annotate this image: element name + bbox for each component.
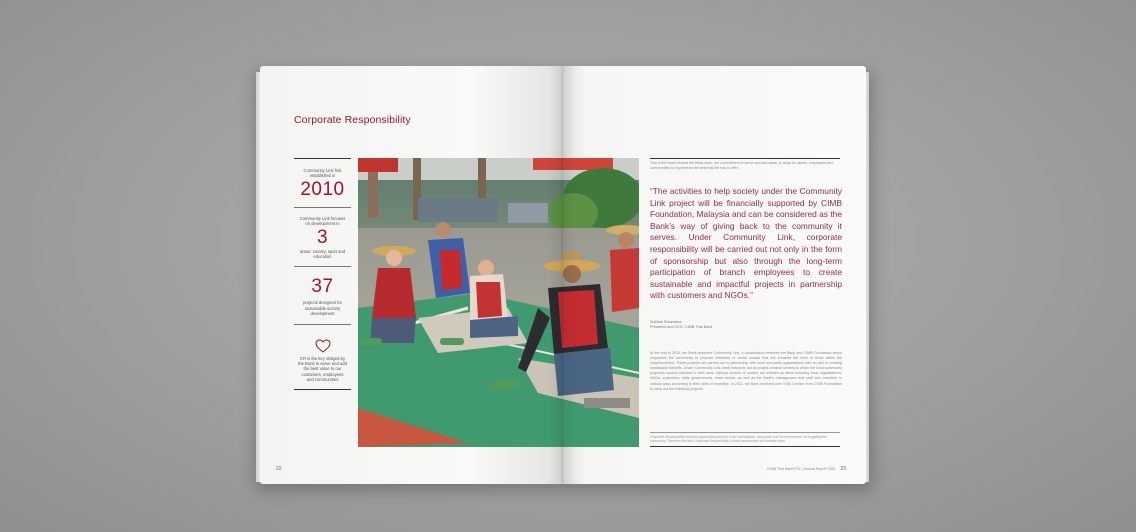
quote-attribution xyxy=(650,320,840,330)
attribution-role: President and CEO, CIMB Thai Bank xyxy=(650,325,713,330)
footnote-rule xyxy=(650,432,840,433)
magazine-spread xyxy=(260,66,866,484)
heart-icon xyxy=(315,339,331,353)
page-number-right: 23 xyxy=(840,466,846,472)
stat-3-post: areas: society, sport and education xyxy=(299,248,346,260)
intro-text: This is the heart of what the Bank does, the commitment to serve and add value, to allow its clients, employees and communities to experience the best that life has to offer. xyxy=(650,161,834,170)
volunteers-painting-photo xyxy=(358,158,639,447)
page-title: Corporate Responsibility xyxy=(294,114,411,126)
cr-note-text: CR is the key obliged by the Bank to serve and add the best value to our customers, employees and communities xyxy=(298,355,347,383)
stat-2010-value: 2010 xyxy=(300,178,345,200)
body-paragraph: At the end of 2010, the Bank launched Community Link, a collaboration between the Bank and CIMB Foundation which empowers the community to propose initiatives or social causes that will enhance the lives of those within the neighbourhood. These projects are carried out in partnership with local non-profit organisations with an aim to creating sustainable benefits. Under Community Link, bank branches act as project creation centres to which the local community proposes causes relevant to their area. Various sectors of society are enlisted as allies including local organisations, NGOs, customers, state governments, mass media, as well as the Bank's management and staff who volunteer in various ways according to their skills or expertise. In 2011, the Bank received over THB 3 million from CIMB Foundation to carry out the following projects: xyxy=(650,351,842,391)
stat-3-value: 3 xyxy=(316,226,329,248)
footer-text: CIMB Thai Bank PCL | Annual Report 2011 xyxy=(767,467,836,471)
cr-note-block xyxy=(294,325,351,389)
attribution-name: Subhak Siwaraksa xyxy=(650,320,682,324)
stat-37-post: projects designed for sustainable society development xyxy=(303,300,342,317)
intro-rule xyxy=(650,158,840,159)
stat-37-value: 37 xyxy=(311,276,334,298)
stat-divider xyxy=(294,389,351,390)
stat-3 xyxy=(294,208,351,267)
page-footer xyxy=(767,466,846,472)
stat-2010 xyxy=(294,159,351,207)
stat-2010-pre: Community Link first established in xyxy=(303,168,342,179)
page-number-left: 22 xyxy=(276,466,282,472)
stat-3-pre: Community Link focuses on development in xyxy=(299,215,346,227)
ceo-quote: “The activities to help society under the Community Link project will be financially supported by CIMB Foundation, Malaysia and can be considered as the Bank’s way of giving back to the community it serves. Under Community Link, corporate responsibility will be carried out not only in the form of sponsorship but also through the long-term participation of branch employees to create sustainable and impactful projects in partnership with customers and NGOs.” xyxy=(650,186,842,301)
photo-illustration xyxy=(358,158,639,447)
bottom-rule xyxy=(650,446,840,447)
footnote-text: Corporate Responsibility includes responsible practices in the marketplace, work place and the environment not forgetting the community. Therefore the term Corporate Responsibility, a basic environment at a broader level. xyxy=(650,435,827,444)
stat-37 xyxy=(294,267,351,323)
stats-column xyxy=(294,158,351,390)
